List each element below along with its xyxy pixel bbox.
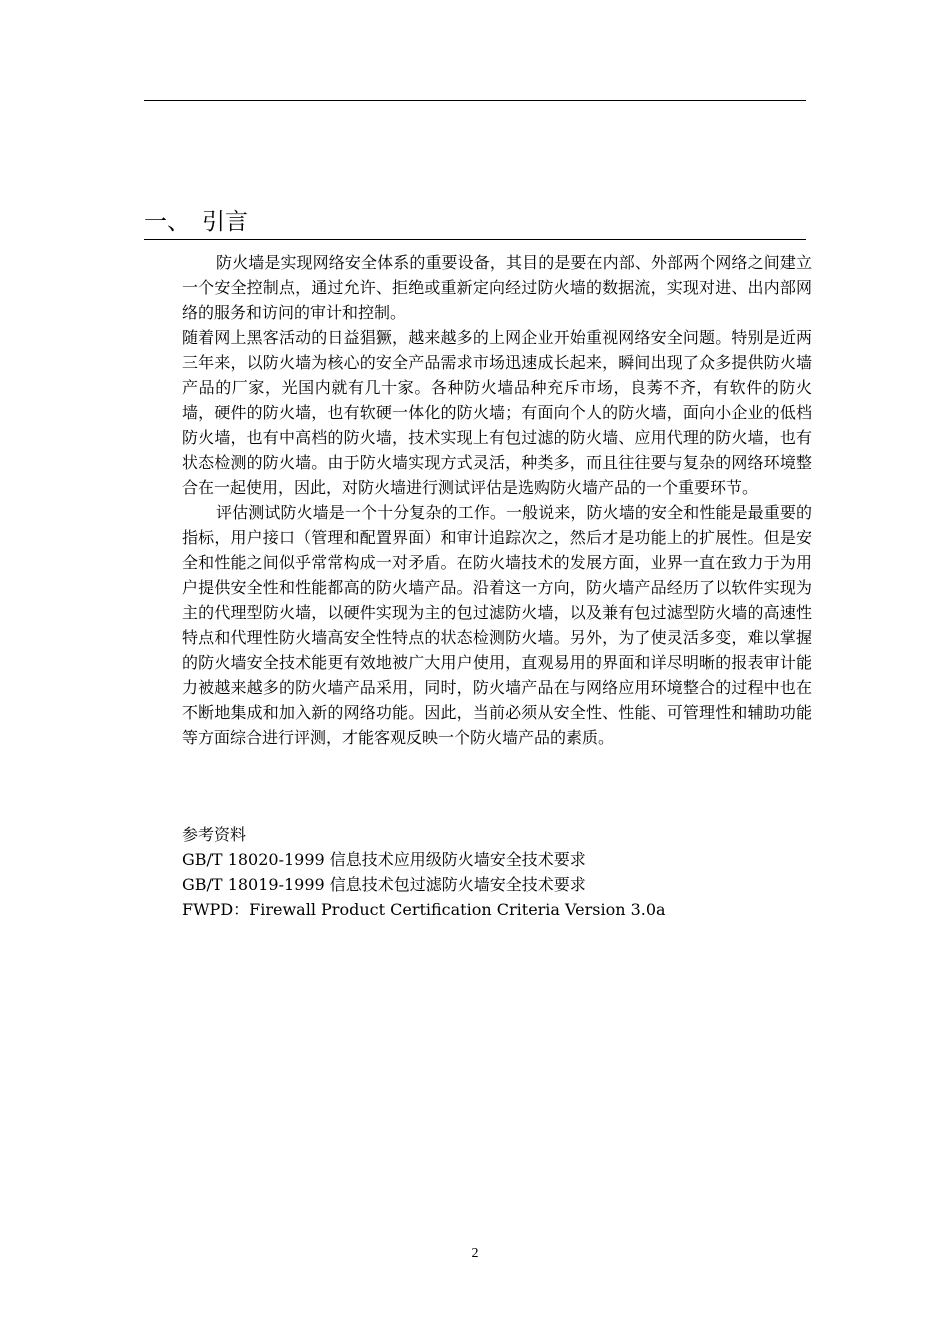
reference-item: GB/T 18020-1999 信息技术应用级防火墙安全技术要求 xyxy=(182,850,586,869)
section-number: 一、 xyxy=(144,209,190,235)
paragraph-1: 防火墙是实现网络安全体系的重要设备，其目的是要在内部、外部两个网络之间建立一个安全控制点，通过允许、拒绝或重新定向经过防火墙的数据流，实现对进、出内部网络的服务和访问的审计和控制。 xyxy=(182,253,812,322)
header-rule xyxy=(144,100,806,101)
paragraph-2: 随着网上黑客活动的日益猖獗，越来越多的上网企业开始重视网络安全问题。特别是近两三年来，以防火墙为核心的安全产品需求市场迅速成长起来，瞬间出现了众多提供防火墙产品的厂家，光国内就有几十家。各种防火墙品种充斥市场，良莠不齐，有软件的防火墙，硬件的防火墙，也有软硬一体化的防火墙；有面向个人的防火墙，面向小企业的低档防火墙，也有中高档的防火墙，技术实现上有包过滤的防火墙、应用代理的防火墙，也有状态检测的防火墙。由于防火墙实现方式灵活，种类多，而且往往要与复杂的网络环境整合在一起使用，因此，对防火墙进行测试评估是选购防火墙产品的一个重要环节。 xyxy=(182,328,812,497)
section-heading xyxy=(144,206,806,240)
section-title: 引言 xyxy=(202,209,248,235)
reference-item: FWPD：Firewall Product Certification Criteria Version 3.0a xyxy=(182,900,666,919)
body-text xyxy=(182,250,812,750)
references-heading: 参考资料 xyxy=(182,825,247,844)
paragraph-3: 评估测试防火墙是一个十分复杂的工作。一般说来，防火墙的安全和性能是最重要的指标，用户接口（管理和配置界面）和审计追踪次之，然后才是功能上的扩展性。但是安全和性能之间似乎常常构成一对矛盾。在防火墙技术的发展方面，业界一直在致力于为用户提供安全性和性能都高的防火墙产品。沿着这一方向，防火墙产品经历了以软件实现为主的代理型防火墙，以硬件实现为主的包过滤防火墙，以及兼有包过滤型防火墙的高速性特点和代理性防火墙高安全性特点的状态检测防火墙。另外，为了使灵活多变，难以掌握的防火墙安全技术能更有效地被广大用户使用，直观易用的界面和详尽明晰的报表审计能力被越来越多的防火墙产品采用，同时，防火墙产品在与网络应用环境整合的过程中也在不断地集成和加入新的网络功能。因此，当前必须从安全性、性能、可管理性和辅助功能等方面综合进行评测，才能客观反映一个防火墙产品的素质。 xyxy=(182,503,812,747)
page-number: 2 xyxy=(471,1246,479,1261)
references xyxy=(182,822,802,922)
reference-item: GB/T 18019-1999 信息技术包过滤防火墙安全技术要求 xyxy=(182,875,586,894)
